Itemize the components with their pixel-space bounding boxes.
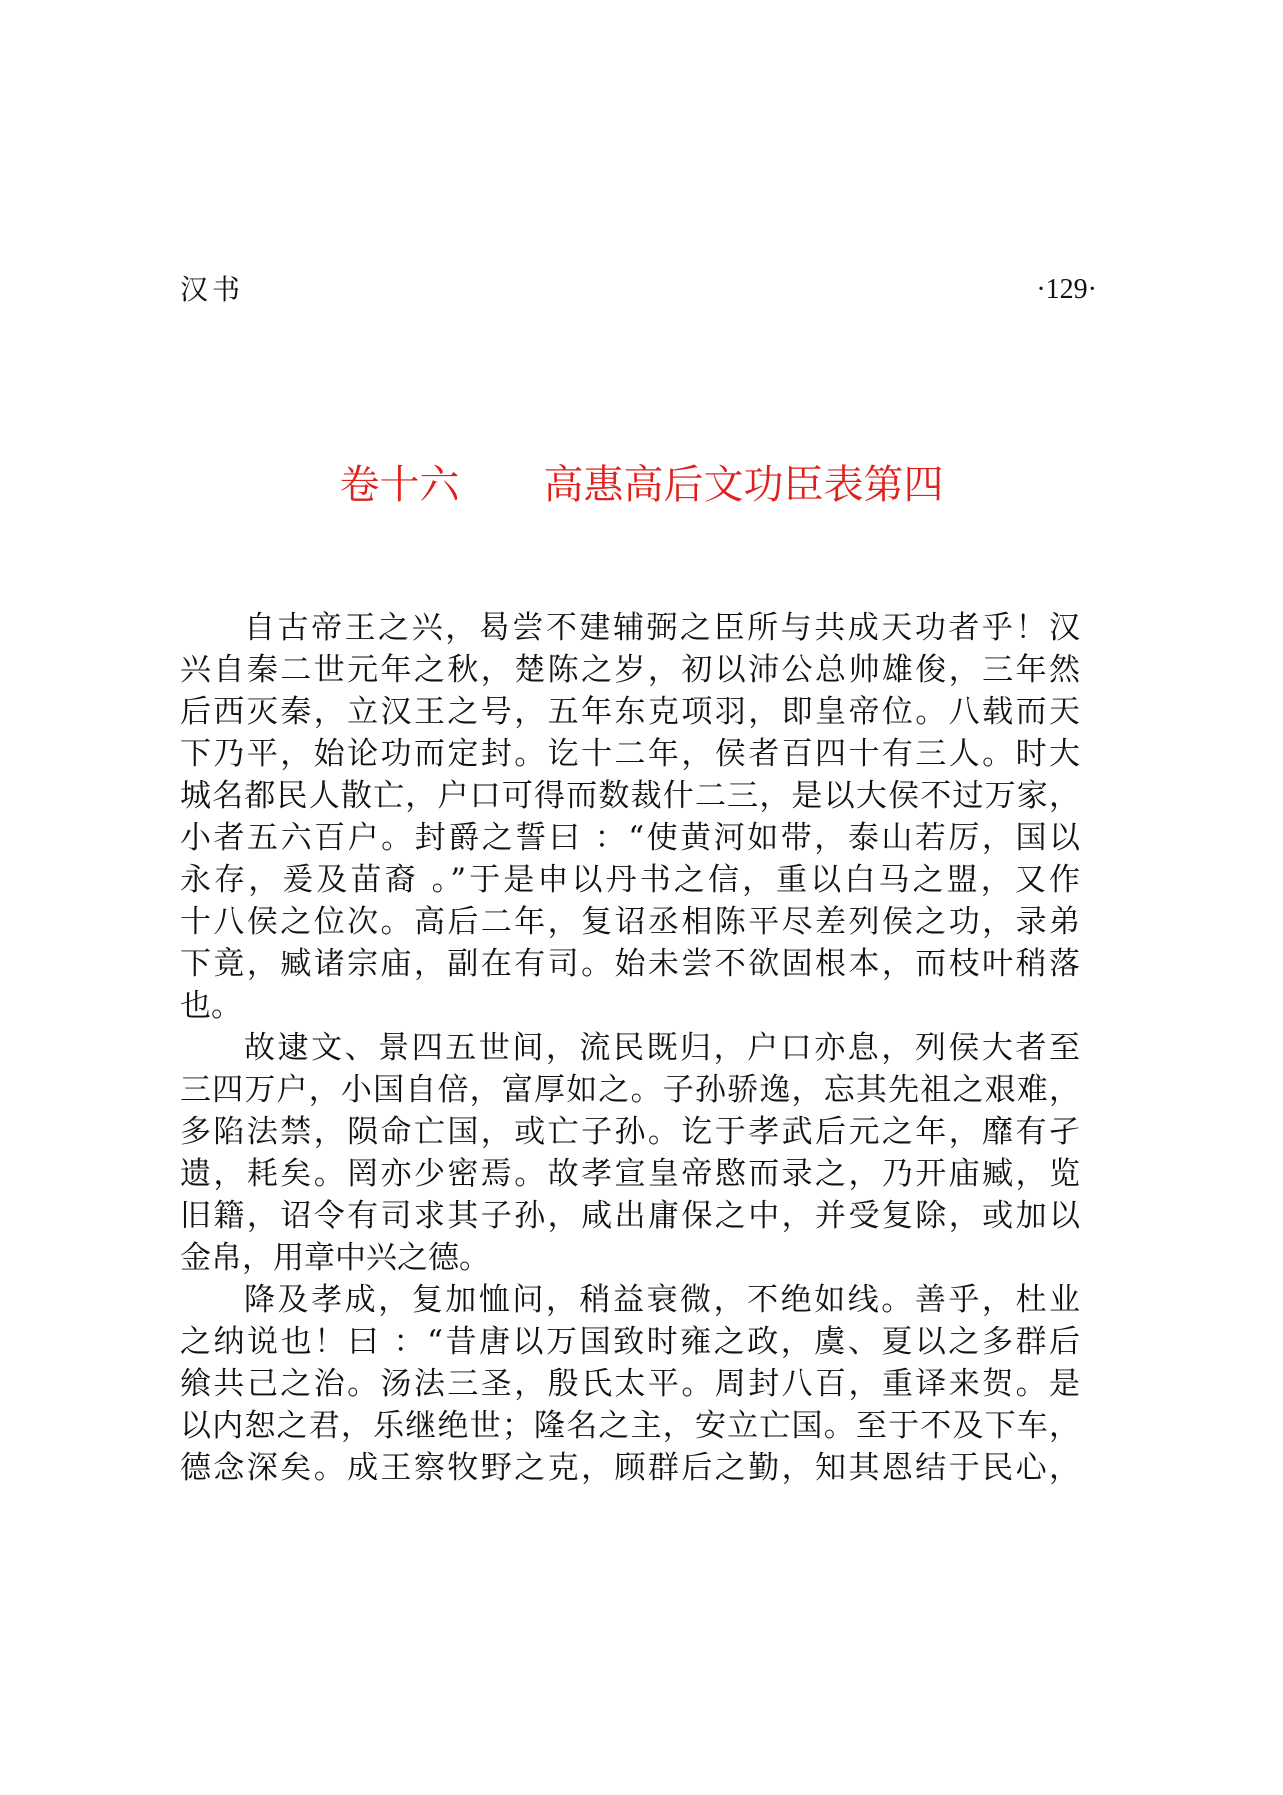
text-line: 多陷法禁，陨命亡国，或亡子孙。讫于孝武后元之年，靡有孑: [180, 1114, 1080, 1150]
text-line: 城名都民人散亡，户口可得而数裁什二三，是以大侯不过万家，: [180, 778, 1080, 814]
text-line: 降及孝成，复加恤问，稍益衰微，不绝如线。善乎，杜业: [244, 1282, 1080, 1318]
chapter-name: 高惠高后文功臣表第四: [543, 462, 944, 508]
text-line: 永存，爰及苗裔 。”于是申以丹书之信，重以白马之盟，又作: [180, 862, 1080, 898]
paragraph-1: [180, 607, 1080, 1027]
text-line: 三四万户，小国自倍，富厚如之。子孙骄逸，忘其先祖之艰难，: [180, 1072, 1080, 1108]
text-line: 后西灭秦，立汉王之号，五年东克项羽，即皇帝位。八载而天: [180, 694, 1080, 730]
text-line: 兴自秦二世元年之秋，楚陈之岁，初以沛公总帅雄俊，三年然: [180, 652, 1080, 688]
page-number: ·129·: [1036, 274, 1097, 305]
text-line: 金帛，用章中兴之德。: [180, 1240, 490, 1276]
text-line: 下乃平，始论功而定封。讫十二年，侯者百四十有三人。时大: [180, 736, 1080, 772]
text-line: 以内恕之君，乐继绝世；隆名之主，安立亡国。至于不及下车，: [180, 1408, 1080, 1444]
text-line: 飨共己之治。汤法三圣，殷氏太平。周封八百，重译来贺。是: [180, 1366, 1080, 1402]
text-line: 遗，耗矣。罔亦少密焉。故孝宣皇帝愍而录之，乃开庙臧，览: [180, 1156, 1080, 1192]
paragraph-3: [180, 1279, 1080, 1489]
body-text: [180, 607, 1080, 1489]
chapter-title: [0, 460, 1283, 510]
paragraph-2: [180, 1027, 1080, 1279]
text-line: 下竟，臧诸宗庙，副在有司。始未尝不欲固根本，而枝叶稍落: [180, 946, 1080, 982]
text-line: 小者五六百户。封爵之誓曰 ：“使黄河如带，泰山若厉，国以: [180, 820, 1080, 856]
text-line: 旧籍，诏令有司求其子孙，咸出庸保之中，并受复除，或加以: [180, 1198, 1080, 1234]
chapter-volume: 卷十六: [339, 462, 460, 508]
text-line: 之纳说也！曰 ：“昔唐以万国致时雍之政，虞、夏以之多群后: [180, 1324, 1080, 1360]
text-line: 自古帝王之兴，曷尝不建辅弼之臣所与共成天功者乎！汉: [244, 610, 1080, 646]
running-head: 汉书: [180, 273, 245, 306]
text-line: 也。: [180, 988, 242, 1024]
text-line: 十八侯之位次。高后二年，复诏丞相陈平尽差列侯之功，录弟: [180, 904, 1080, 940]
text-line: 故逮文、景四五世间，流民既归，户口亦息，列侯大者至: [244, 1030, 1080, 1066]
text-line: 德念深矣。成王察牧野之克，顾群后之勤，知其恩结于民心，: [180, 1450, 1080, 1486]
